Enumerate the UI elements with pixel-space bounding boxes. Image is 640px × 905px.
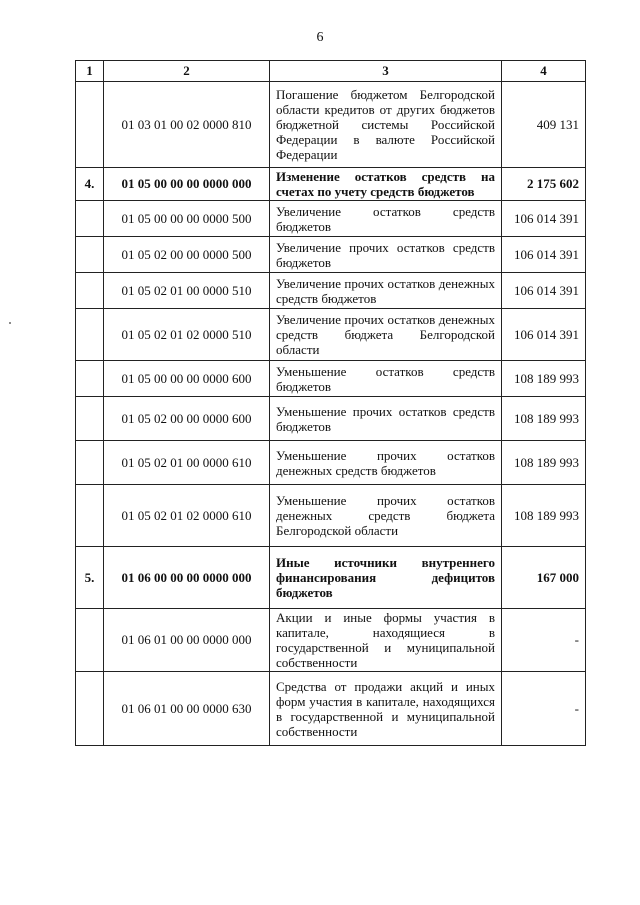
row-name: Увеличение прочих остатков средств бюджетов bbox=[270, 237, 502, 273]
table-row bbox=[76, 485, 586, 547]
row-number bbox=[76, 309, 104, 361]
table-row bbox=[76, 237, 586, 273]
row-number bbox=[76, 397, 104, 441]
table-body bbox=[76, 82, 586, 746]
row-number bbox=[76, 237, 104, 273]
row-number: 4. bbox=[76, 168, 104, 201]
row-amount: 108 189 993 bbox=[502, 397, 586, 441]
row-number bbox=[76, 361, 104, 397]
row-code: 01 05 02 01 02 0000 610 bbox=[104, 485, 270, 547]
row-code: 01 05 02 01 00 0000 510 bbox=[104, 273, 270, 309]
row-code: 01 05 02 00 00 0000 500 bbox=[104, 237, 270, 273]
row-name: Увеличение прочих остатков денежных средств бюджетов bbox=[270, 273, 502, 309]
table-row bbox=[76, 609, 586, 672]
row-number bbox=[76, 672, 104, 746]
table-row bbox=[76, 672, 586, 746]
column-header-1: 1 bbox=[76, 61, 104, 82]
table-row bbox=[76, 361, 586, 397]
row-name: Погашение бюджетом Белгородской области кредитов от других бюджетов бюджетной системы Российской Федерации в валюте Российской Федерации bbox=[270, 82, 502, 168]
row-name: Уменьшение прочих остатков средств бюджетов bbox=[270, 397, 502, 441]
row-code: 01 06 01 00 00 0000 630 bbox=[104, 672, 270, 746]
row-name: Увеличение остатков средств бюджетов bbox=[270, 201, 502, 237]
row-name: Изменение остатков средств на счетах по учету средств бюджетов bbox=[270, 168, 502, 201]
row-amount: 409 131 bbox=[502, 82, 586, 168]
row-number bbox=[76, 273, 104, 309]
column-header-4: 4 bbox=[502, 61, 586, 82]
table-row bbox=[76, 201, 586, 237]
row-amount: 106 014 391 bbox=[502, 237, 586, 273]
table-row bbox=[76, 547, 586, 609]
table-row bbox=[76, 309, 586, 361]
row-number bbox=[76, 201, 104, 237]
row-code: 01 05 00 00 00 0000 600 bbox=[104, 361, 270, 397]
row-amount: 108 189 993 bbox=[502, 441, 586, 485]
row-amount: 106 014 391 bbox=[502, 309, 586, 361]
table-row bbox=[76, 397, 586, 441]
row-code: 01 05 02 01 02 0000 510 bbox=[104, 309, 270, 361]
column-header-2: 2 bbox=[104, 61, 270, 82]
row-amount: 167 000 bbox=[502, 547, 586, 609]
row-number bbox=[76, 441, 104, 485]
row-amount: - bbox=[502, 672, 586, 746]
row-code: 01 06 01 00 00 0000 000 bbox=[104, 609, 270, 672]
row-code: 01 05 00 00 00 0000 500 bbox=[104, 201, 270, 237]
row-name: Уменьшение прочих остатков денежных средств бюджетов bbox=[270, 441, 502, 485]
row-amount: 106 014 391 bbox=[502, 201, 586, 237]
row-code: 01 03 01 00 02 0000 810 bbox=[104, 82, 270, 168]
row-name: Иные источники внутреннего финансирования дефицитов бюджетов bbox=[270, 547, 502, 609]
row-number bbox=[76, 609, 104, 672]
row-code: 01 06 00 00 00 0000 000 bbox=[104, 547, 270, 609]
row-number bbox=[76, 82, 104, 168]
margin-mark bbox=[9, 322, 11, 324]
row-number: 5. bbox=[76, 547, 104, 609]
row-name: Увеличение прочих остатков денежных средств бюджета Белгородской области bbox=[270, 309, 502, 361]
row-code: 01 05 00 00 00 0000 000 bbox=[104, 168, 270, 201]
row-amount: 106 014 391 bbox=[502, 273, 586, 309]
row-amount: - bbox=[502, 609, 586, 672]
row-code: 01 05 02 00 00 0000 600 bbox=[104, 397, 270, 441]
page-number: 6 bbox=[316, 30, 324, 45]
table-row bbox=[76, 168, 586, 201]
row-name: Акции и иные формы участия в капитале, находящиеся в государственной и муниципальной собственности bbox=[270, 609, 502, 672]
sources-table bbox=[75, 60, 586, 746]
row-number bbox=[76, 485, 104, 547]
header-row bbox=[76, 61, 586, 82]
row-code: 01 05 02 01 00 0000 610 bbox=[104, 441, 270, 485]
table-row bbox=[76, 82, 586, 168]
row-amount: 2 175 602 bbox=[502, 168, 586, 201]
table-row bbox=[76, 273, 586, 309]
row-amount: 108 189 993 bbox=[502, 485, 586, 547]
table-row bbox=[76, 441, 586, 485]
row-name: Средства от продажи акций и иных форм участия в капитале, находящихся в государственной и муниципальной собственности bbox=[270, 672, 502, 746]
row-name: Уменьшение прочих остатков денежных средств бюджета Белгородской области bbox=[270, 485, 502, 547]
row-amount: 108 189 993 bbox=[502, 361, 586, 397]
column-header-3: 3 bbox=[270, 61, 502, 82]
row-name: Уменьшение остатков средств бюджетов bbox=[270, 361, 502, 397]
